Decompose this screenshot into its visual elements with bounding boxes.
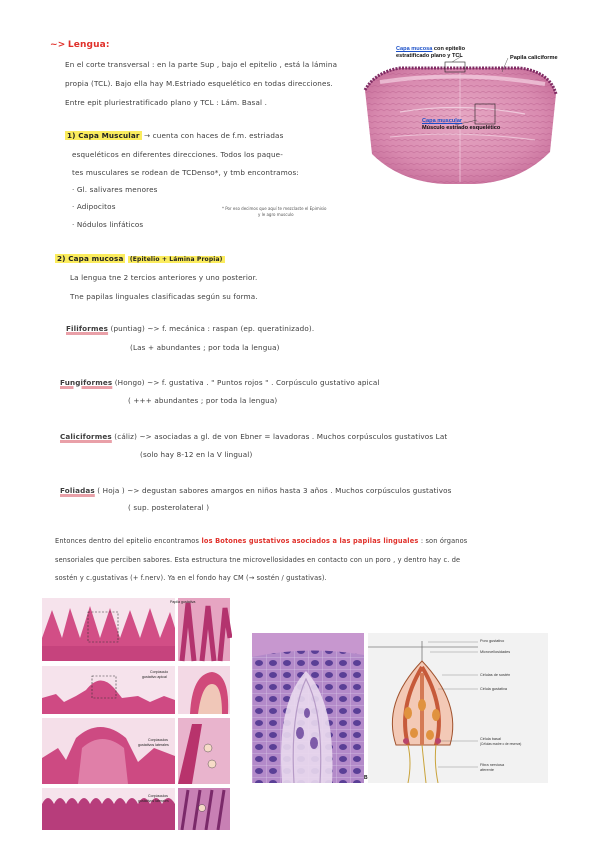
heading-title: Lengua: [67,40,110,50]
papilla-name-caliciformes: Caliciformes [60,432,112,441]
label-celulas-sosten: Células de sostén [480,673,511,677]
section1-footnote-2: y le agro musculo [258,212,294,217]
closing-line-1-red: los Botones gustativos asociados a las papilas linguales [199,537,421,545]
label-capa-muscular-line2: Músculo estriado esquelético [422,125,501,131]
papilla-note-foliadas: ( sup. posterolateral ) [128,503,210,512]
label-capa-muscular: Capa muscular [422,118,463,124]
section2-line-2: Tne papilas linguales clasificadas según su forma. [70,292,258,301]
section1-footnote-1: * Por eso decimos que aquí te mezclaste el Epimisio [222,206,327,211]
label-poro-gustativo: Poro gustativo [480,639,505,643]
intro-line-3: Entre epit pluriestratificado plano y TCL : Lám. Basal . [65,98,268,107]
section1-line-2: tes musculares se rodean de TCDenso*, y tmb encontramos: [72,168,299,177]
papilla-row-caliciformes [60,432,447,441]
closing-line-1-b: : son órganos [420,537,468,545]
papilla-desc-foliadas: ( Hoja ) ~> degustan sabores amargos en niños hasta 3 años . Muchos corpúsculos gustativos [94,486,452,495]
label-celula-gustativa: Célula gustativa [480,687,508,691]
label-corpusculo-2: Corpúsculos [148,738,168,742]
papilla-note-filiformes: (Las + abundantes ; por toda la lengua) [130,343,280,352]
papilla-row-fungiformes [60,378,380,387]
label-fibra-nerviosa: Fibra nerviosa [480,763,505,767]
closing-line-2: sensoriales que perciben sabores. Esta estructura tne microvellosidades en contacto con un poro , y dentro hay c. de [55,556,461,564]
taste-bud-micrograph-image [252,633,364,783]
closing-line-1 [55,537,467,545]
label-capa-mucosa-line2: estratificado plano y TCL [396,53,463,59]
section1-heading: 1) Capa Muscular [67,131,140,140]
closing-line-1-a: Entonces dentro del epitelio encontramos [55,537,200,545]
papilla-name-filiformes: Filiformes [66,324,109,333]
label-fibra-aferente: aferente [480,768,494,772]
papillae-histology-image [42,598,232,830]
label-corpusculo-3: Corpúsculos [148,794,168,798]
papilla-row-filiformes [66,324,314,333]
section1-heading-suffix: → cuenta con haces de f.m. estriadas [144,131,284,140]
label-papila-caliciforme: Papila caliciforme [510,55,558,61]
section2-line-1: La lengua tne 2 tercios anteriores y uno posterior. [70,273,258,282]
closing-line-3: sostén y c.gustativas (+ f.nerv). Ya en el fondo hay CM (→ sostén / gustativas). [55,574,327,582]
section1-item-1: · Gl. salivares menores [72,185,158,194]
taste-bud-diagram-image [368,633,478,783]
label-corpusculo-2b: gustativos laterales [138,743,169,747]
tongue-cross-section-figure [360,42,560,202]
section1-line-1: esqueléticos en diferentes direcciones. Todos los paque- [72,150,283,159]
taste-bud-micrograph [252,633,368,783]
intro-line-1: En el corte transversal : en la parte Sup , bajo el epitelio , está la lámina [65,60,338,69]
section2-heading-paren: (Epitelio + Lámina Propia) [129,256,223,263]
papilla-note-caliciformes: (solo hay 8-12 en la V lingual) [140,450,253,459]
papilla-desc-caliciformes: (cáliz) ~> asociadas a gl. de von Ebner = lavadoras . Muchos corpúsculos gustativos Lat [111,432,448,441]
papillae-histology-figure [42,598,232,830]
section2-heading-row [55,254,225,263]
heading-arrow: ~> [50,40,66,50]
label-corpusculo-1: Corpúsculo [150,670,169,674]
heading [50,40,110,50]
papilla-desc-fungiformes: (Hongo) ~> f. gustativa . " Puntos rojos " . Corpúsculo gustativo apical [112,378,380,387]
section2-heading: 2) Capa mucosa [57,254,124,263]
papilla-name-fungiformes: Fungiformes [60,378,113,387]
taste-bud-diagram [368,633,548,783]
label-corpusculo-1b: gustativo apical [142,675,167,679]
section1-item-3: · Nódulos linfáticos [72,220,144,229]
figure-letter-b: B [364,775,368,781]
label-papila-gustativa: Papila gustativa [170,600,196,604]
papilla-row-foliadas [60,486,452,495]
label-corpusculo-3b: gustativos laterales [138,799,169,803]
label-capa-mucosa: Capa mucosa con epitelio [396,46,466,52]
label-celula-basal-sub: (Células madre o de reserva) [480,742,522,746]
papilla-desc-filiformes: (puntiag) ~> f. mecánica : raspan (ep. queratinizado). [108,324,315,333]
section1-item-2: · Adipocitos [72,202,116,211]
label-microvellosidades: Microvellosidades [480,650,511,654]
intro-line-2: propia (TCL). Bajo ella hay M.Estriado esquelético en todas direcciones. [65,79,333,88]
section1-heading-row [65,131,283,140]
papilla-note-fungiformes: ( +++ abundantes ; por toda la lengua) [128,396,278,405]
papilla-name-foliadas: Foliadas [60,486,95,495]
label-celula-basal: Célula basal [480,737,501,741]
